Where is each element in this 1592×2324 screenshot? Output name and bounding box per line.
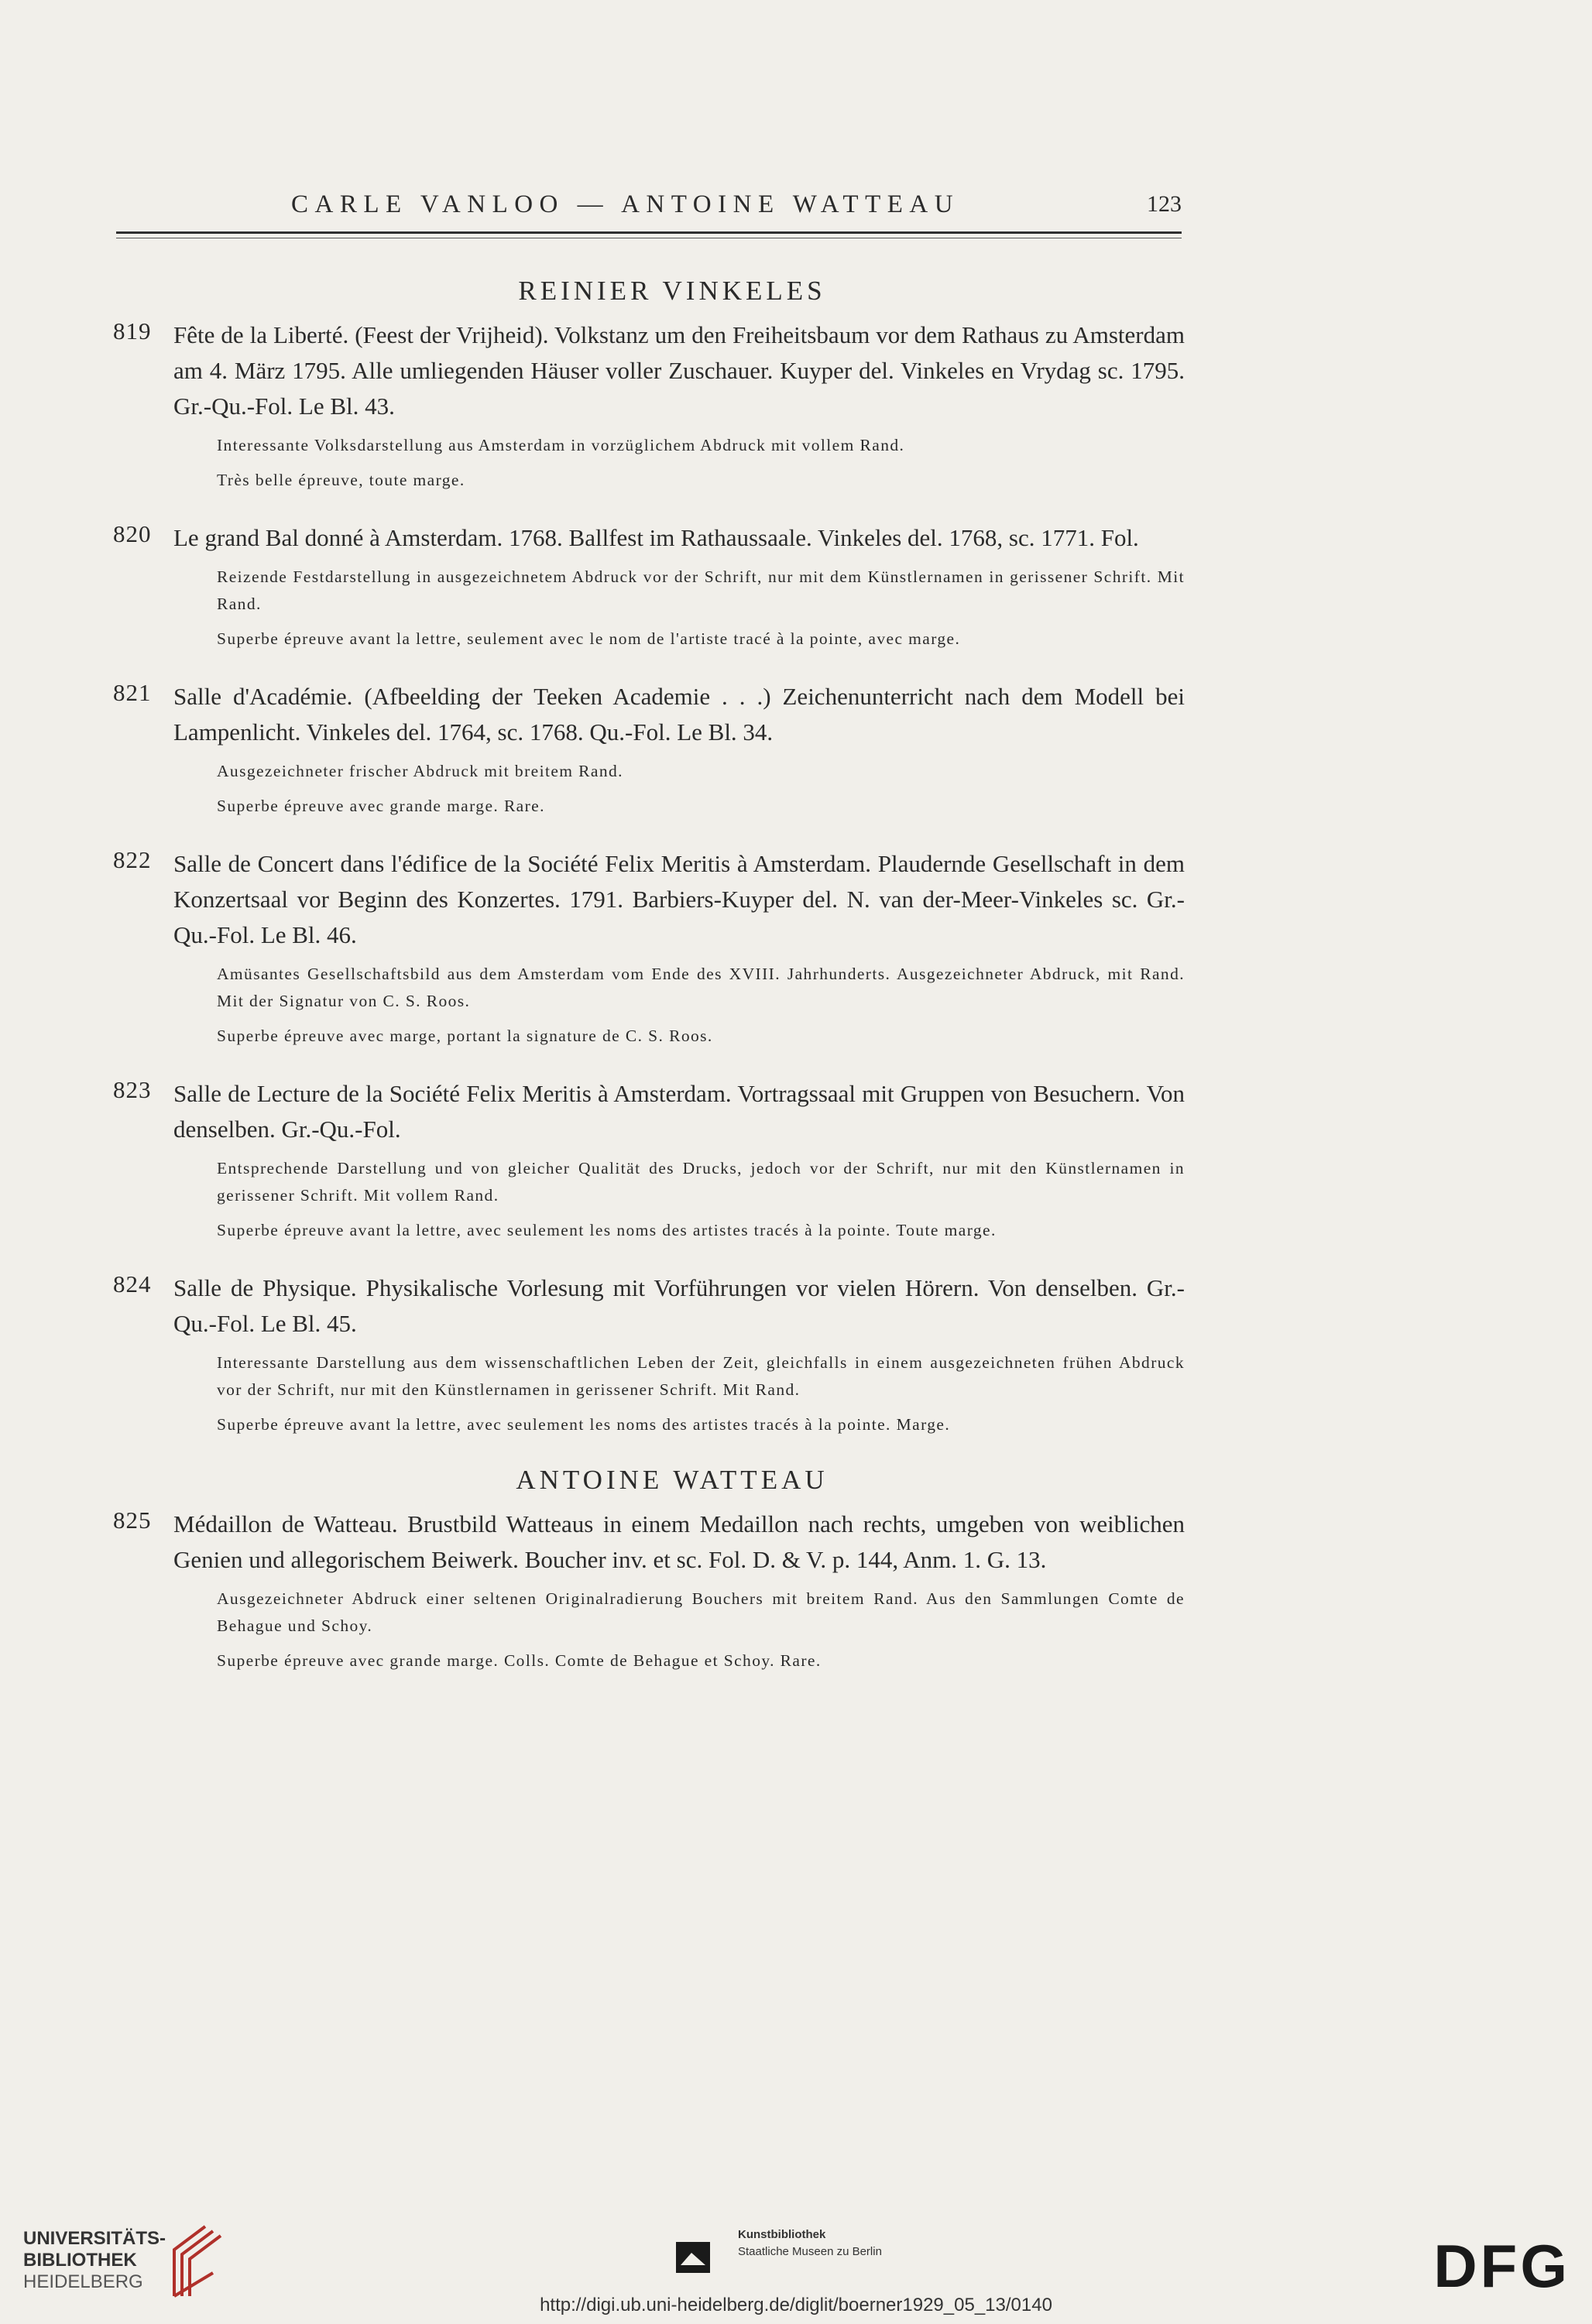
entry-description: Le grand Bal donné à Amsterdam. 1768. Ballfest im Rathaussaale. Vinkeles del. 1768, sc. 1771. Fol.	[173, 524, 1139, 551]
entry-note-french: Superbe épreuve avec grande marge. Rare.	[217, 797, 545, 815]
kunstbibliothek-icon	[676, 2242, 710, 2273]
entry-number: 820	[113, 520, 152, 547]
library-name-line: HEIDELBERG	[23, 2271, 143, 2292]
entry-note-german: Amüsantes Gesellschaftsbild aus dem Amsterdam vom Ende des XVIII. Jahrhunderts. Ausgezeichneter Abdruck, mit Rand. Mit der Signatur von C. S. Roos.	[217, 965, 1185, 1010]
permalink-url[interactable]: http://digi.ub.uni-heidelberg.de/diglit/boerner1929_05_13/0140	[540, 2295, 1052, 2315]
entry-number: 819	[113, 317, 152, 344]
ub-emblem-icon	[159, 2219, 228, 2304]
entry-note-french: Très belle épreuve, toute marge.	[217, 471, 465, 489]
entry-note-french: Superbe épreuve avant la lettre, seulement avec le nom de l'artiste tracé à la pointe, avec marge.	[217, 629, 961, 648]
catalogue-entry	[113, 1076, 1185, 1244]
entry-note-german: Interessante Darstellung aus dem wissenschaftlichen Leben der Zeit, gleichfalls in einem ausgezeichneten frühen Abdruck vor der Schrift, nur mit den Künstlernamen in gerissener Schrift. Mit Rand.	[217, 1353, 1185, 1399]
ub-heidelberg-logo[interactable]	[23, 2228, 166, 2293]
section-title: ANTOINE WATTEAU	[516, 1465, 829, 1495]
catalogue-entry	[113, 1506, 1185, 1674]
entry-description: Médaillon de Watteau. Brustbild Watteaus in einem Medaillon nach rechts, umgeben von weiblichen Genien und allegorischem Beiwerk. Boucher inv. et sc. Fol. D. & V. p. 144, Anm. 1. G. 13.	[173, 1510, 1185, 1573]
section-title: REINIER VINKELES	[518, 276, 826, 306]
catalogue-entry	[113, 520, 1185, 653]
entry-number: 822	[113, 846, 152, 873]
entry-note-german: Interessante Volksdarstellung aus Amsterdam in vorzüglichem Abdruck mit vollem Rand.	[217, 436, 905, 454]
entry-description: Salle d'Académie. (Afbeelding der Teeken Academie . . .) Zeichenunterricht nach dem Modell bei Lampenlicht. Vinkeles del. 1764, sc. 1768. Qu.-Fol. Le Bl. 34.	[173, 683, 1185, 746]
kunstbibliothek-text	[738, 2226, 882, 2261]
entry-note-german: Entsprechende Darstellung und von gleicher Qualität des Drucks, jedoch vor der Schrift, nur mit den Künstlernamen in gerissener Schrift. Mit vollem Rand.	[217, 1159, 1185, 1205]
entry-number: 821	[113, 679, 152, 706]
page-number: 123	[1147, 191, 1182, 217]
dfg-logo[interactable]: DFG	[1433, 2232, 1570, 2300]
page-header	[116, 190, 1182, 237]
entry-note-german: Reizende Festdarstellung in ausgezeichnetem Abdruck vor der Schrift, nur mit dem Künstlernamen in gerissener Schrift. Mit Rand.	[217, 567, 1185, 613]
entry-note-german: Ausgezeichneter Abdruck einer seltenen Originalradierung Bouchers mit breitem Rand. Aus den Sammlungen Comte de Behague und Schoy.	[217, 1589, 1185, 1635]
entry-description: Salle de Physique. Physikalische Vorlesung mit Vorführungen vor vielen Hörern. Von denselben. Gr.-Qu.-Fol. Le Bl. 45.	[173, 1274, 1185, 1337]
entry-description: Salle de Lecture de la Société Felix Meritis à Amsterdam. Vortragssaal mit Gruppen von Besuchern. Von denselben. Gr.-Qu.-Fol.	[173, 1080, 1185, 1143]
catalogue-entry	[113, 679, 1185, 820]
kb-subtitle: Staatliche Museen zu Berlin	[738, 2245, 882, 2258]
entry-number: 823	[113, 1076, 152, 1103]
entry-note-german: Ausgezeichneter frischer Abdruck mit breitem Rand.	[217, 762, 623, 780]
library-name-line: UNIVERSITÄTS-	[23, 2228, 166, 2249]
entry-number: 824	[113, 1270, 152, 1297]
catalogue-entry	[113, 1270, 1185, 1438]
digitization-footer	[0, 2211, 1592, 2324]
entry-number: 825	[113, 1506, 152, 1534]
catalogue-entry	[113, 317, 1185, 494]
header-rule	[116, 231, 1182, 234]
entry-description: Fête de la Liberté. (Feest der Vrijheid). Volkstanz um den Freiheitsbaum vor dem Rathaus zu Amsterdam am 4. März 1795. Alle umliegenden Häuser voller Zuschauer. Kuyper del. Vinkeles en Vrydag sc. 1795. Gr.-Qu.-Fol. Le Bl. 43.	[173, 321, 1185, 420]
entry-note-french: Superbe épreuve avant la lettre, avec seulement les noms des artistes tracés à la pointe. Toute marge.	[217, 1221, 997, 1239]
entry-description: Salle de Concert dans l'édifice de la Société Felix Meritis à Amsterdam. Plaudernde Gesellschaft in dem Konzertsaal vor Beginn des Konzertes. 1791. Barbiers-Kuyper del. N. van der-Meer-Vinkeles sc. Gr.-Qu.-Fol. Le Bl. 46.	[173, 850, 1185, 948]
running-title: CARLE VANLOO — ANTOINE WATTEAU	[291, 190, 960, 218]
kb-name: Kunstbibliothek	[738, 2228, 826, 2241]
library-name-line: BIBLIOTHEK	[23, 2250, 137, 2271]
entry-note-french: Superbe épreuve avant la lettre, avec seulement les noms des artistes tracés à la pointe. Marge.	[217, 1415, 951, 1434]
catalogue-content	[113, 276, 1185, 1701]
entry-note-french: Superbe épreuve avec grande marge. Colls. Comte de Behague et Schoy. Rare.	[217, 1651, 822, 1670]
catalogue-entry	[113, 846, 1185, 1050]
entry-note-french: Superbe épreuve avec marge, portant la signature de C. S. Roos.	[217, 1027, 713, 1045]
